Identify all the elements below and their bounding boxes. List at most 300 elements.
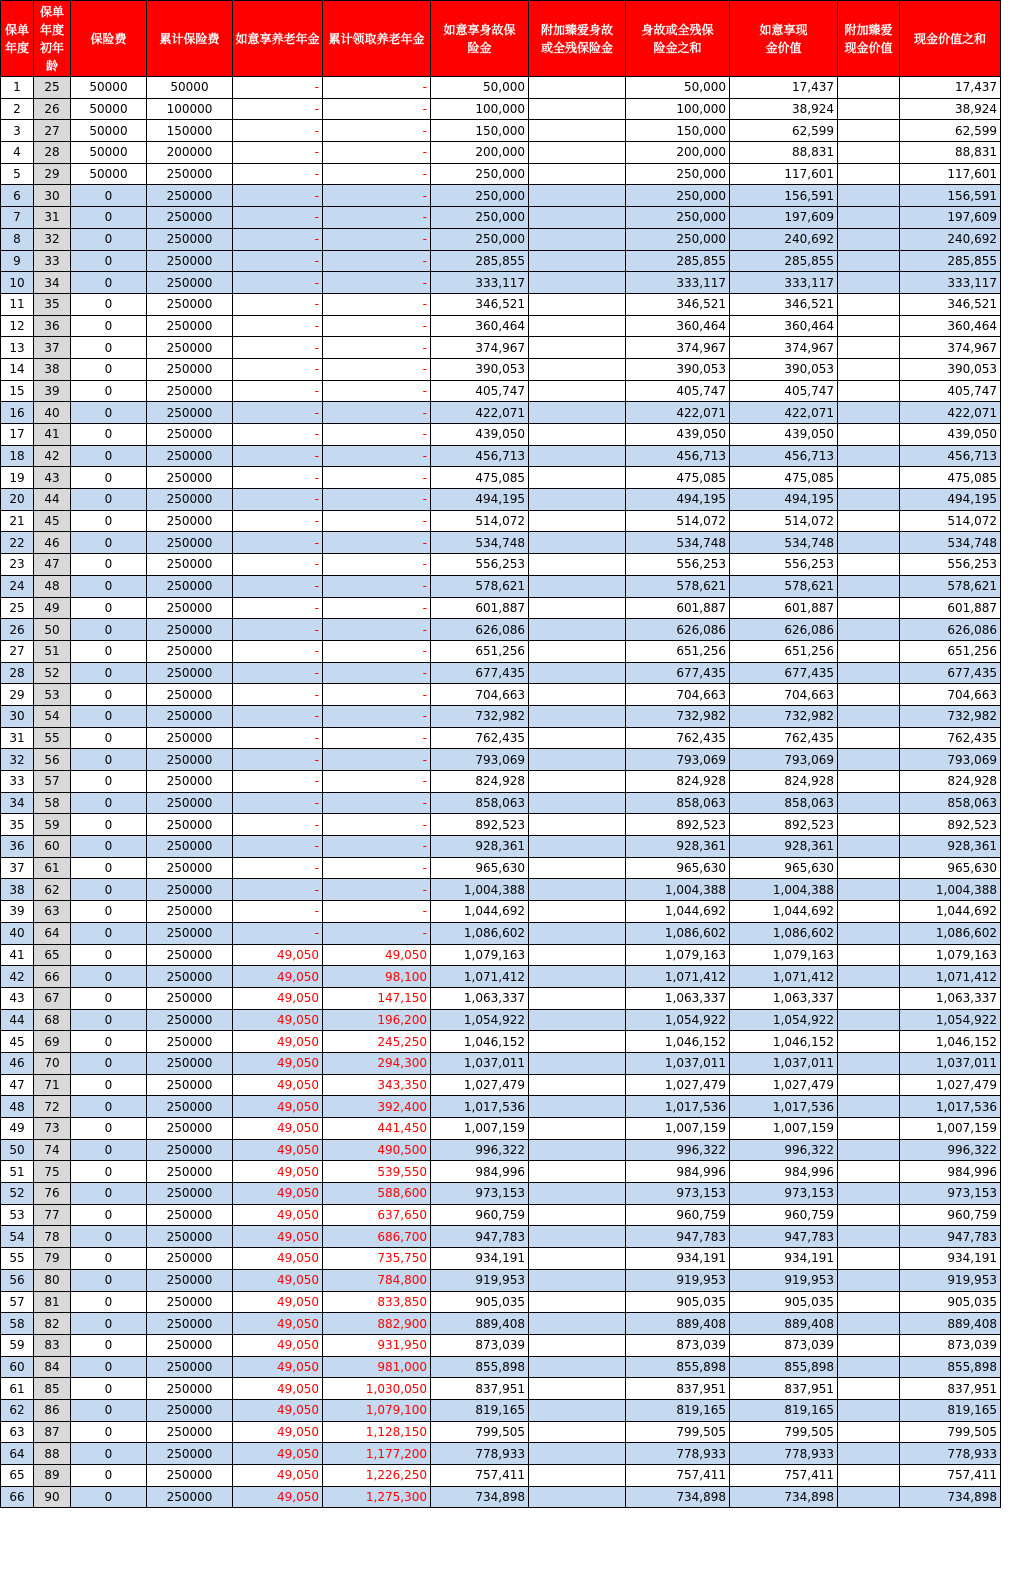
cell-premium: 0	[71, 554, 147, 576]
cell-policy-year: 20	[1, 489, 34, 511]
cell-cumulative-annuity: -	[323, 380, 431, 402]
table-row	[1, 272, 1001, 294]
cell-death-benefit: 556,253	[431, 554, 529, 576]
cell-age: 75	[34, 1161, 71, 1183]
cell-cumulative-annuity: -	[323, 901, 431, 923]
cell-total-death-benefit: 578,621	[626, 575, 730, 597]
cell-cumulative-annuity: -	[323, 662, 431, 684]
cell-total-death-benefit: 534,748	[626, 532, 730, 554]
cell-cash-value: 1,007,159	[730, 1118, 838, 1140]
cell-total-cash-value: 346,521	[900, 293, 1001, 315]
cell-cash-value: 240,692	[730, 228, 838, 250]
cell-cumulative-premium: 250000	[147, 467, 233, 489]
cell-death-benefit: 1,044,692	[431, 901, 529, 923]
cell-cumulative-premium: 250000	[147, 944, 233, 966]
cell-age: 34	[34, 272, 71, 294]
cell-cash-value: 778,933	[730, 1443, 838, 1465]
cell-total-cash-value: 928,361	[900, 836, 1001, 858]
cell-death-benefit: 1,054,922	[431, 1009, 529, 1031]
cell-rider-death-benefit	[529, 1486, 626, 1508]
cell-annuity: -	[233, 163, 323, 185]
cell-policy-year: 64	[1, 1443, 34, 1465]
table-row	[1, 771, 1001, 793]
table-row	[1, 1204, 1001, 1226]
cell-policy-year: 33	[1, 771, 34, 793]
cell-cumulative-annuity: -	[323, 489, 431, 511]
table-row	[1, 1334, 1001, 1356]
cell-premium: 0	[71, 207, 147, 229]
cell-cash-value: 704,663	[730, 684, 838, 706]
cell-rider-death-benefit	[529, 619, 626, 641]
cell-total-death-benefit: 50,000	[626, 77, 730, 99]
cell-age: 53	[34, 684, 71, 706]
cell-death-benefit: 965,630	[431, 857, 529, 879]
cell-rider-cash-value	[838, 640, 900, 662]
cell-rider-death-benefit	[529, 1313, 626, 1335]
table-row	[1, 532, 1001, 554]
cell-premium: 0	[71, 901, 147, 923]
cell-cumulative-annuity: 49,050	[323, 944, 431, 966]
cell-cumulative-premium: 250000	[147, 554, 233, 576]
cell-cumulative-premium: 250000	[147, 163, 233, 185]
col-header-cash-value: 如意享现 金价值	[730, 1, 838, 77]
cell-rider-cash-value	[838, 575, 900, 597]
col-header-death-benefit: 如意享身故保 险金	[431, 1, 529, 77]
cell-rider-cash-value	[838, 185, 900, 207]
cell-total-death-benefit: 837,951	[626, 1378, 730, 1400]
cell-rider-death-benefit	[529, 836, 626, 858]
cell-total-cash-value: 156,591	[900, 185, 1001, 207]
cell-death-benefit: 601,887	[431, 597, 529, 619]
cell-cash-value: 965,630	[730, 857, 838, 879]
cell-death-benefit: 819,165	[431, 1399, 529, 1421]
cell-premium: 0	[71, 1486, 147, 1508]
table-row	[1, 1096, 1001, 1118]
cell-rider-cash-value	[838, 380, 900, 402]
cell-cash-value: 38,924	[730, 98, 838, 120]
cell-age: 60	[34, 836, 71, 858]
cell-cumulative-annuity: 294,300	[323, 1052, 431, 1074]
cell-cumulative-premium: 200000	[147, 142, 233, 164]
cell-rider-death-benefit	[529, 1161, 626, 1183]
cell-death-benefit: 1,079,163	[431, 944, 529, 966]
cell-cash-value: 734,898	[730, 1486, 838, 1508]
cell-age: 73	[34, 1118, 71, 1140]
cell-total-death-benefit: 556,253	[626, 554, 730, 576]
cell-rider-cash-value	[838, 532, 900, 554]
table-row	[1, 510, 1001, 532]
cell-annuity: -	[233, 293, 323, 315]
cell-cumulative-annuity: 735,750	[323, 1248, 431, 1270]
cell-premium: 0	[71, 987, 147, 1009]
cell-rider-cash-value	[838, 814, 900, 836]
cell-cumulative-annuity: 98,100	[323, 966, 431, 988]
cell-annuity: 49,050	[233, 1139, 323, 1161]
cell-total-cash-value: 973,153	[900, 1183, 1001, 1205]
table-row	[1, 944, 1001, 966]
cell-rider-death-benefit	[529, 987, 626, 1009]
cell-death-benefit: 514,072	[431, 510, 529, 532]
cell-rider-death-benefit	[529, 1291, 626, 1313]
cell-age: 42	[34, 445, 71, 467]
cell-cash-value: 405,747	[730, 380, 838, 402]
cell-death-benefit: 285,855	[431, 250, 529, 272]
cell-premium: 50000	[71, 77, 147, 99]
cell-rider-death-benefit	[529, 662, 626, 684]
cell-policy-year: 50	[1, 1139, 34, 1161]
cell-cumulative-premium: 250000	[147, 402, 233, 424]
cell-rider-death-benefit	[529, 228, 626, 250]
cell-rider-cash-value	[838, 1009, 900, 1031]
cell-cumulative-premium: 250000	[147, 1399, 233, 1421]
cell-rider-cash-value	[838, 1313, 900, 1335]
cell-cash-value: 475,085	[730, 467, 838, 489]
cell-policy-year: 23	[1, 554, 34, 576]
cell-cumulative-annuity: -	[323, 597, 431, 619]
cell-cash-value: 892,523	[730, 814, 838, 836]
cell-cumulative-annuity: 588,600	[323, 1183, 431, 1205]
cell-cumulative-premium: 250000	[147, 1443, 233, 1465]
cell-total-cash-value: 837,951	[900, 1378, 1001, 1400]
cell-cumulative-premium: 250000	[147, 1486, 233, 1508]
cell-cumulative-annuity: -	[323, 250, 431, 272]
cell-total-death-benefit: 889,408	[626, 1313, 730, 1335]
cell-rider-death-benefit	[529, 185, 626, 207]
table-row	[1, 1399, 1001, 1421]
table-row	[1, 966, 1001, 988]
cell-death-benefit: 1,046,152	[431, 1031, 529, 1053]
cell-cumulative-annuity: -	[323, 358, 431, 380]
cell-annuity: -	[233, 272, 323, 294]
cell-cumulative-premium: 250000	[147, 771, 233, 793]
cell-premium: 0	[71, 228, 147, 250]
cell-annuity: -	[233, 489, 323, 511]
cell-rider-death-benefit	[529, 640, 626, 662]
table-row	[1, 228, 1001, 250]
cell-cumulative-annuity: -	[323, 77, 431, 99]
cell-rider-death-benefit	[529, 1139, 626, 1161]
cell-total-death-benefit: 892,523	[626, 814, 730, 836]
cell-cumulative-premium: 250000	[147, 705, 233, 727]
cell-cumulative-premium: 250000	[147, 337, 233, 359]
cell-policy-year: 48	[1, 1096, 34, 1118]
cell-annuity: -	[233, 228, 323, 250]
cell-rider-death-benefit	[529, 402, 626, 424]
cell-total-death-benefit: 799,505	[626, 1421, 730, 1443]
cell-cumulative-annuity: 931,950	[323, 1334, 431, 1356]
cell-policy-year: 52	[1, 1183, 34, 1205]
cell-cumulative-premium: 250000	[147, 575, 233, 597]
cell-cash-value: 1,037,011	[730, 1052, 838, 1074]
cell-total-death-benefit: 250,000	[626, 163, 730, 185]
cell-cumulative-annuity: -	[323, 879, 431, 901]
cell-death-benefit: 793,069	[431, 749, 529, 771]
cell-rider-cash-value	[838, 424, 900, 446]
cell-total-cash-value: 1,027,479	[900, 1074, 1001, 1096]
cell-age: 27	[34, 120, 71, 142]
cell-rider-cash-value	[838, 1378, 900, 1400]
cell-policy-year: 2	[1, 98, 34, 120]
cell-premium: 0	[71, 705, 147, 727]
cell-total-death-benefit: 928,361	[626, 836, 730, 858]
cell-total-death-benefit: 824,928	[626, 771, 730, 793]
cell-total-death-benefit: 947,783	[626, 1226, 730, 1248]
cell-annuity: -	[233, 358, 323, 380]
cell-rider-death-benefit	[529, 684, 626, 706]
cell-rider-cash-value	[838, 1291, 900, 1313]
cell-policy-year: 34	[1, 792, 34, 814]
cell-cumulative-premium: 250000	[147, 1204, 233, 1226]
cell-policy-year: 42	[1, 966, 34, 988]
cell-rider-death-benefit	[529, 1399, 626, 1421]
cell-total-death-benefit: 250,000	[626, 185, 730, 207]
cell-rider-death-benefit	[529, 857, 626, 879]
cell-policy-year: 8	[1, 228, 34, 250]
cell-premium: 0	[71, 662, 147, 684]
cell-annuity: 49,050	[233, 1313, 323, 1335]
cell-rider-death-benefit	[529, 1465, 626, 1487]
cell-annuity: -	[233, 510, 323, 532]
cell-total-death-benefit: 514,072	[626, 510, 730, 532]
cell-rider-cash-value	[838, 98, 900, 120]
cell-age: 65	[34, 944, 71, 966]
cell-rider-death-benefit	[529, 1226, 626, 1248]
cell-rider-death-benefit	[529, 489, 626, 511]
cell-total-cash-value: 88,831	[900, 142, 1001, 164]
cell-age: 63	[34, 901, 71, 923]
cell-policy-year: 4	[1, 142, 34, 164]
cell-policy-year: 16	[1, 402, 34, 424]
cell-age: 47	[34, 554, 71, 576]
table-row	[1, 901, 1001, 923]
cell-cumulative-annuity: -	[323, 792, 431, 814]
table-row	[1, 1313, 1001, 1335]
cell-policy-year: 5	[1, 163, 34, 185]
cell-premium: 0	[71, 879, 147, 901]
table-row	[1, 640, 1001, 662]
cell-policy-year: 19	[1, 467, 34, 489]
cell-total-cash-value: 873,039	[900, 1334, 1001, 1356]
cell-premium: 0	[71, 836, 147, 858]
cell-cumulative-annuity: -	[323, 142, 431, 164]
cell-rider-cash-value	[838, 489, 900, 511]
cell-age: 71	[34, 1074, 71, 1096]
cell-premium: 0	[71, 315, 147, 337]
cell-rider-cash-value	[838, 1356, 900, 1378]
cell-annuity: -	[233, 901, 323, 923]
cell-rider-cash-value	[838, 727, 900, 749]
cell-rider-cash-value	[838, 1052, 900, 1074]
cell-age: 64	[34, 922, 71, 944]
cell-age: 78	[34, 1226, 71, 1248]
cell-premium: 50000	[71, 120, 147, 142]
cell-death-benefit: 734,898	[431, 1486, 529, 1508]
cell-rider-death-benefit	[529, 705, 626, 727]
header-row	[1, 1, 1001, 77]
cell-age: 85	[34, 1378, 71, 1400]
cell-age: 89	[34, 1465, 71, 1487]
cell-total-cash-value: 1,004,388	[900, 879, 1001, 901]
cell-policy-year: 43	[1, 987, 34, 1009]
cell-rider-cash-value	[838, 1074, 900, 1096]
cell-cumulative-premium: 250000	[147, 597, 233, 619]
cell-cumulative-premium: 250000	[147, 358, 233, 380]
cell-total-cash-value: 1,054,922	[900, 1009, 1001, 1031]
cell-rider-cash-value	[838, 597, 900, 619]
cell-rider-cash-value	[838, 445, 900, 467]
cell-total-death-benefit: 1,044,692	[626, 901, 730, 923]
cell-death-benefit: 873,039	[431, 1334, 529, 1356]
cell-premium: 0	[71, 424, 147, 446]
cell-rider-death-benefit	[529, 966, 626, 988]
cell-policy-year: 37	[1, 857, 34, 879]
table-row	[1, 1291, 1001, 1313]
cell-premium: 0	[71, 727, 147, 749]
table-row	[1, 575, 1001, 597]
cell-rider-death-benefit	[529, 1421, 626, 1443]
cell-total-cash-value: 858,063	[900, 792, 1001, 814]
cell-total-death-benefit: 1,071,412	[626, 966, 730, 988]
table-row	[1, 836, 1001, 858]
cell-age: 58	[34, 792, 71, 814]
cell-cumulative-annuity: 784,800	[323, 1269, 431, 1291]
cell-premium: 50000	[71, 163, 147, 185]
cell-annuity: -	[233, 727, 323, 749]
cell-total-death-benefit: 1,017,536	[626, 1096, 730, 1118]
table-row	[1, 142, 1001, 164]
cell-cumulative-premium: 250000	[147, 380, 233, 402]
cell-age: 43	[34, 467, 71, 489]
cell-cash-value: 333,117	[730, 272, 838, 294]
cell-annuity: 49,050	[233, 1378, 323, 1400]
cell-annuity: -	[233, 575, 323, 597]
col-header-cumulative-premium: 累计保险费	[147, 1, 233, 77]
cell-total-death-benefit: 285,855	[626, 250, 730, 272]
cell-total-death-benefit: 704,663	[626, 684, 730, 706]
cell-premium: 0	[71, 380, 147, 402]
cell-cumulative-annuity: 1,177,200	[323, 1443, 431, 1465]
cell-annuity: -	[233, 814, 323, 836]
cell-cash-value: 819,165	[730, 1399, 838, 1421]
cell-total-death-benefit: 390,053	[626, 358, 730, 380]
cell-death-benefit: 534,748	[431, 532, 529, 554]
cell-total-death-benefit: 651,256	[626, 640, 730, 662]
cell-policy-year: 22	[1, 532, 34, 554]
cell-total-cash-value: 1,063,337	[900, 987, 1001, 1009]
cell-total-cash-value: 778,933	[900, 1443, 1001, 1465]
cell-death-benefit: 1,007,159	[431, 1118, 529, 1140]
cell-rider-death-benefit	[529, 792, 626, 814]
cell-total-death-benefit: 1,004,388	[626, 879, 730, 901]
cell-policy-year: 60	[1, 1356, 34, 1378]
cell-annuity: -	[233, 402, 323, 424]
table-row	[1, 293, 1001, 315]
cell-rider-death-benefit	[529, 597, 626, 619]
cell-total-cash-value: 855,898	[900, 1356, 1001, 1378]
cell-death-benefit: 100,000	[431, 98, 529, 120]
cell-rider-cash-value	[838, 1204, 900, 1226]
cell-premium: 0	[71, 814, 147, 836]
cell-total-cash-value: 456,713	[900, 445, 1001, 467]
cell-rider-cash-value	[838, 966, 900, 988]
cell-annuity: 49,050	[233, 1052, 323, 1074]
cell-rider-cash-value	[838, 467, 900, 489]
col-header-start-age: 保单 年度 初年 龄	[34, 1, 71, 77]
cell-premium: 0	[71, 272, 147, 294]
cell-policy-year: 29	[1, 684, 34, 706]
cell-cash-value: 360,464	[730, 315, 838, 337]
cell-age: 56	[34, 749, 71, 771]
cell-rider-cash-value	[838, 120, 900, 142]
cell-cash-value: 1,071,412	[730, 966, 838, 988]
cell-rider-cash-value	[838, 228, 900, 250]
cell-total-cash-value: 534,748	[900, 532, 1001, 554]
cell-cash-value: 422,071	[730, 402, 838, 424]
cell-age: 40	[34, 402, 71, 424]
cell-age: 90	[34, 1486, 71, 1508]
cell-annuity: -	[233, 684, 323, 706]
cell-age: 49	[34, 597, 71, 619]
cell-cumulative-premium: 250000	[147, 1074, 233, 1096]
cell-death-benefit: 456,713	[431, 445, 529, 467]
cell-rider-cash-value	[838, 510, 900, 532]
cell-total-death-benefit: 456,713	[626, 445, 730, 467]
cell-cash-value: 1,044,692	[730, 901, 838, 923]
cell-cumulative-annuity: 147,150	[323, 987, 431, 1009]
cell-cash-value: 1,017,536	[730, 1096, 838, 1118]
cell-premium: 0	[71, 510, 147, 532]
cell-premium: 0	[71, 1356, 147, 1378]
cell-policy-year: 11	[1, 293, 34, 315]
cell-total-cash-value: 1,046,152	[900, 1031, 1001, 1053]
cell-total-cash-value: 240,692	[900, 228, 1001, 250]
cell-total-cash-value: 892,523	[900, 814, 1001, 836]
cell-cumulative-annuity: -	[323, 619, 431, 641]
cell-cumulative-premium: 250000	[147, 445, 233, 467]
cell-cumulative-premium: 250000	[147, 1378, 233, 1400]
cell-age: 32	[34, 228, 71, 250]
cell-annuity: -	[233, 836, 323, 858]
cell-total-cash-value: 996,322	[900, 1139, 1001, 1161]
table-row	[1, 337, 1001, 359]
cell-rider-cash-value	[838, 771, 900, 793]
cell-policy-year: 59	[1, 1334, 34, 1356]
cell-total-death-benefit: 626,086	[626, 619, 730, 641]
cell-cumulative-premium: 250000	[147, 1465, 233, 1487]
cell-cumulative-annuity: -	[323, 445, 431, 467]
cell-age: 82	[34, 1313, 71, 1335]
cell-total-death-benefit: 1,054,922	[626, 1009, 730, 1031]
cell-annuity: -	[233, 77, 323, 99]
cell-cumulative-annuity: -	[323, 272, 431, 294]
cell-policy-year: 62	[1, 1399, 34, 1421]
cell-annuity: -	[233, 532, 323, 554]
cell-policy-year: 53	[1, 1204, 34, 1226]
cell-premium: 0	[71, 684, 147, 706]
table-row	[1, 1074, 1001, 1096]
cell-total-cash-value: 285,855	[900, 250, 1001, 272]
cell-cumulative-premium: 250000	[147, 272, 233, 294]
cell-premium: 0	[71, 1226, 147, 1248]
cell-premium: 0	[71, 1443, 147, 1465]
cell-cumulative-annuity: 1,030,050	[323, 1378, 431, 1400]
table-row	[1, 445, 1001, 467]
cell-death-benefit: 677,435	[431, 662, 529, 684]
cell-total-cash-value: 734,898	[900, 1486, 1001, 1508]
table-row	[1, 185, 1001, 207]
cell-premium: 0	[71, 1183, 147, 1205]
cell-policy-year: 31	[1, 727, 34, 749]
